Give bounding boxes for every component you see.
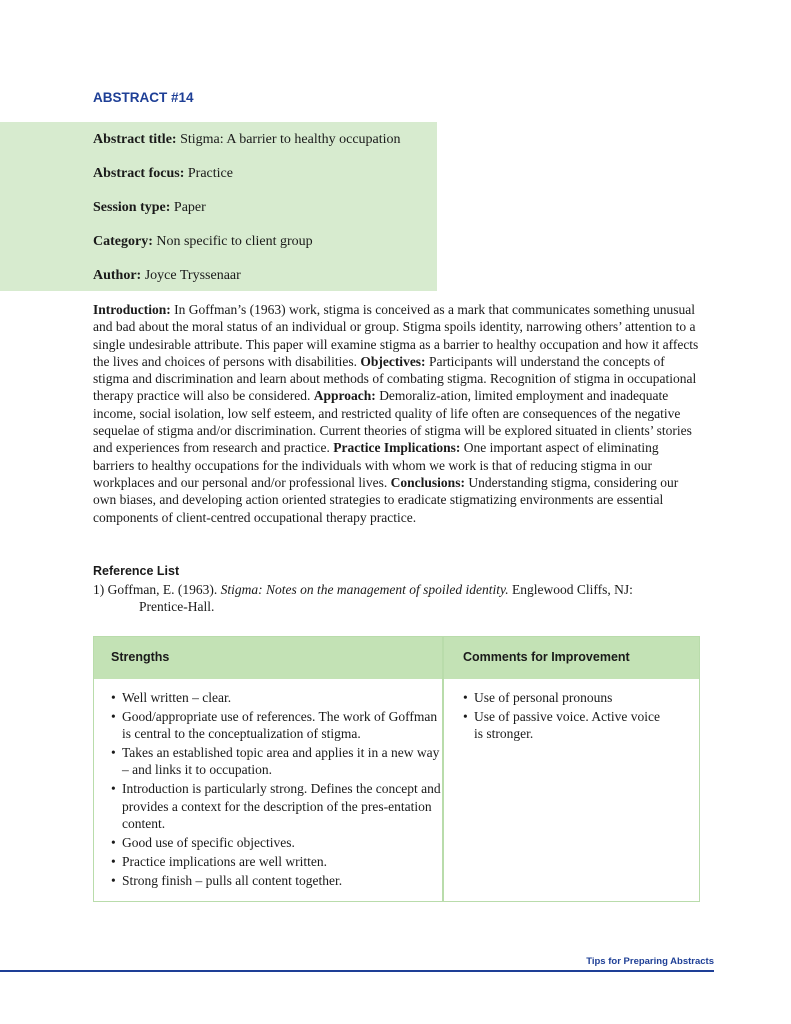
- abstract-focus-label: Abstract focus:: [93, 166, 185, 181]
- comment-item: • Use of passive voice. Active voice is stronger.: [463, 708, 663, 743]
- author-line: [93, 267, 241, 285]
- category-label: Category:: [93, 234, 153, 249]
- strength-item: • Introduction is particularly strong. Defines the concept and provides a context for the description of the pres-entation content.: [111, 780, 441, 832]
- comments-header: Comments for Improvement: [463, 650, 630, 664]
- strength-item: • Good use of specific objectives.: [111, 834, 441, 851]
- session-type-value: Paper: [170, 200, 206, 215]
- introduction-text: In Goffman’s (1963) work, stigma is conceived as a mark that communicates something unusual and bad about the moral status of an individual or group. Stigma spoils identity, narrowing others’ attention to a single undesirable attribute. This paper will examine stigma as a barrier to healthy occupation and how it affects the lives and choices of persons with disabilities.: [93, 302, 699, 369]
- strength-item: • Good/appropriate use of references. The work of Goffman is central to the conceptualization of stigma.: [111, 708, 441, 743]
- objectives-text: Participants will understand the concepts of stigma and discrimination and learn about methods of combating stigma. Recognition of stigma in occupational therapy practice will also be considered.: [93, 353, 697, 404]
- abstract-heading: ABSTRACT #14: [93, 90, 194, 105]
- abstract-title-label: Abstract title:: [93, 132, 177, 147]
- comments-list: [463, 689, 663, 744]
- comment-item: • Use of personal pronouns: [463, 689, 663, 706]
- approach-label: Approach:: [313, 388, 376, 404]
- reference-author-year: 1) Goffman, E. (1963).: [93, 582, 221, 597]
- abstract-body: [93, 301, 699, 526]
- abstract-title-value: Stigma: A barrier to healthy occupation: [176, 132, 401, 147]
- footer-rule: [0, 970, 714, 972]
- evaluation-table: [93, 636, 700, 902]
- evaluation-table-header: [94, 637, 699, 679]
- footer-title: Tips for Preparing Abstracts: [586, 956, 714, 967]
- objectives-label: Objectives:: [360, 353, 426, 369]
- column-divider: [442, 637, 444, 901]
- reference-list-heading: Reference List: [93, 564, 180, 578]
- author-value: Joyce Tryssenaar: [141, 268, 241, 283]
- reference-title: Stigma: Notes on the management of spoiled identity.: [220, 582, 509, 597]
- abstract-title-line: [93, 131, 401, 149]
- strengths-list: [111, 689, 441, 890]
- strength-item: • Takes an established topic area and applies it in a new way – and links it to occupation.: [111, 744, 441, 779]
- abstract-meta-box: [0, 122, 437, 291]
- abstract-focus-line: [93, 165, 233, 183]
- strength-item: • Practice implications are well written.: [111, 853, 441, 870]
- strength-item: • Strong finish – pulls all content together.: [111, 872, 441, 889]
- session-type-line: [93, 199, 206, 217]
- practice-implications-text: One important aspect of eliminating barriers to healthy occupations for the individuals with whom we work is that of reducing stigma in our workplaces and our personal and/or professional lives.: [93, 440, 659, 490]
- reference-item: [93, 581, 663, 616]
- author-label: Author:: [93, 268, 142, 283]
- session-type-label: Session type:: [93, 200, 171, 215]
- abstract-focus-value: Practice: [184, 166, 233, 181]
- category-value: Non specific to client group: [152, 234, 313, 249]
- category-line: [93, 233, 313, 251]
- strength-item: • Well written – clear.: [111, 689, 441, 706]
- conclusions-label: Conclusions:: [390, 474, 465, 490]
- practice-implications-label: Practice Implications:: [333, 440, 461, 456]
- reference-publisher: Englewood Cliffs, NJ: Prentice-Hall.: [139, 582, 633, 615]
- conclusions-text: Understanding stigma, considering our own biases, and developing action oriented strategies to eradicate stigmatizing environments are essential components of client-centred occupational therapy practice.: [93, 474, 679, 525]
- strengths-header: Strengths: [111, 650, 170, 664]
- approach-text: Demoraliz-ation, limited employment and inadequate income, social isolation, low self esteem, and restricted quality of life often are consequences of the negative sequelae of stigma and/or discrimination. Current theories of stigma will be explored situated in clients’ stories and experiences from research and practice.: [93, 388, 692, 456]
- introduction-label: Introduction:: [93, 302, 171, 317]
